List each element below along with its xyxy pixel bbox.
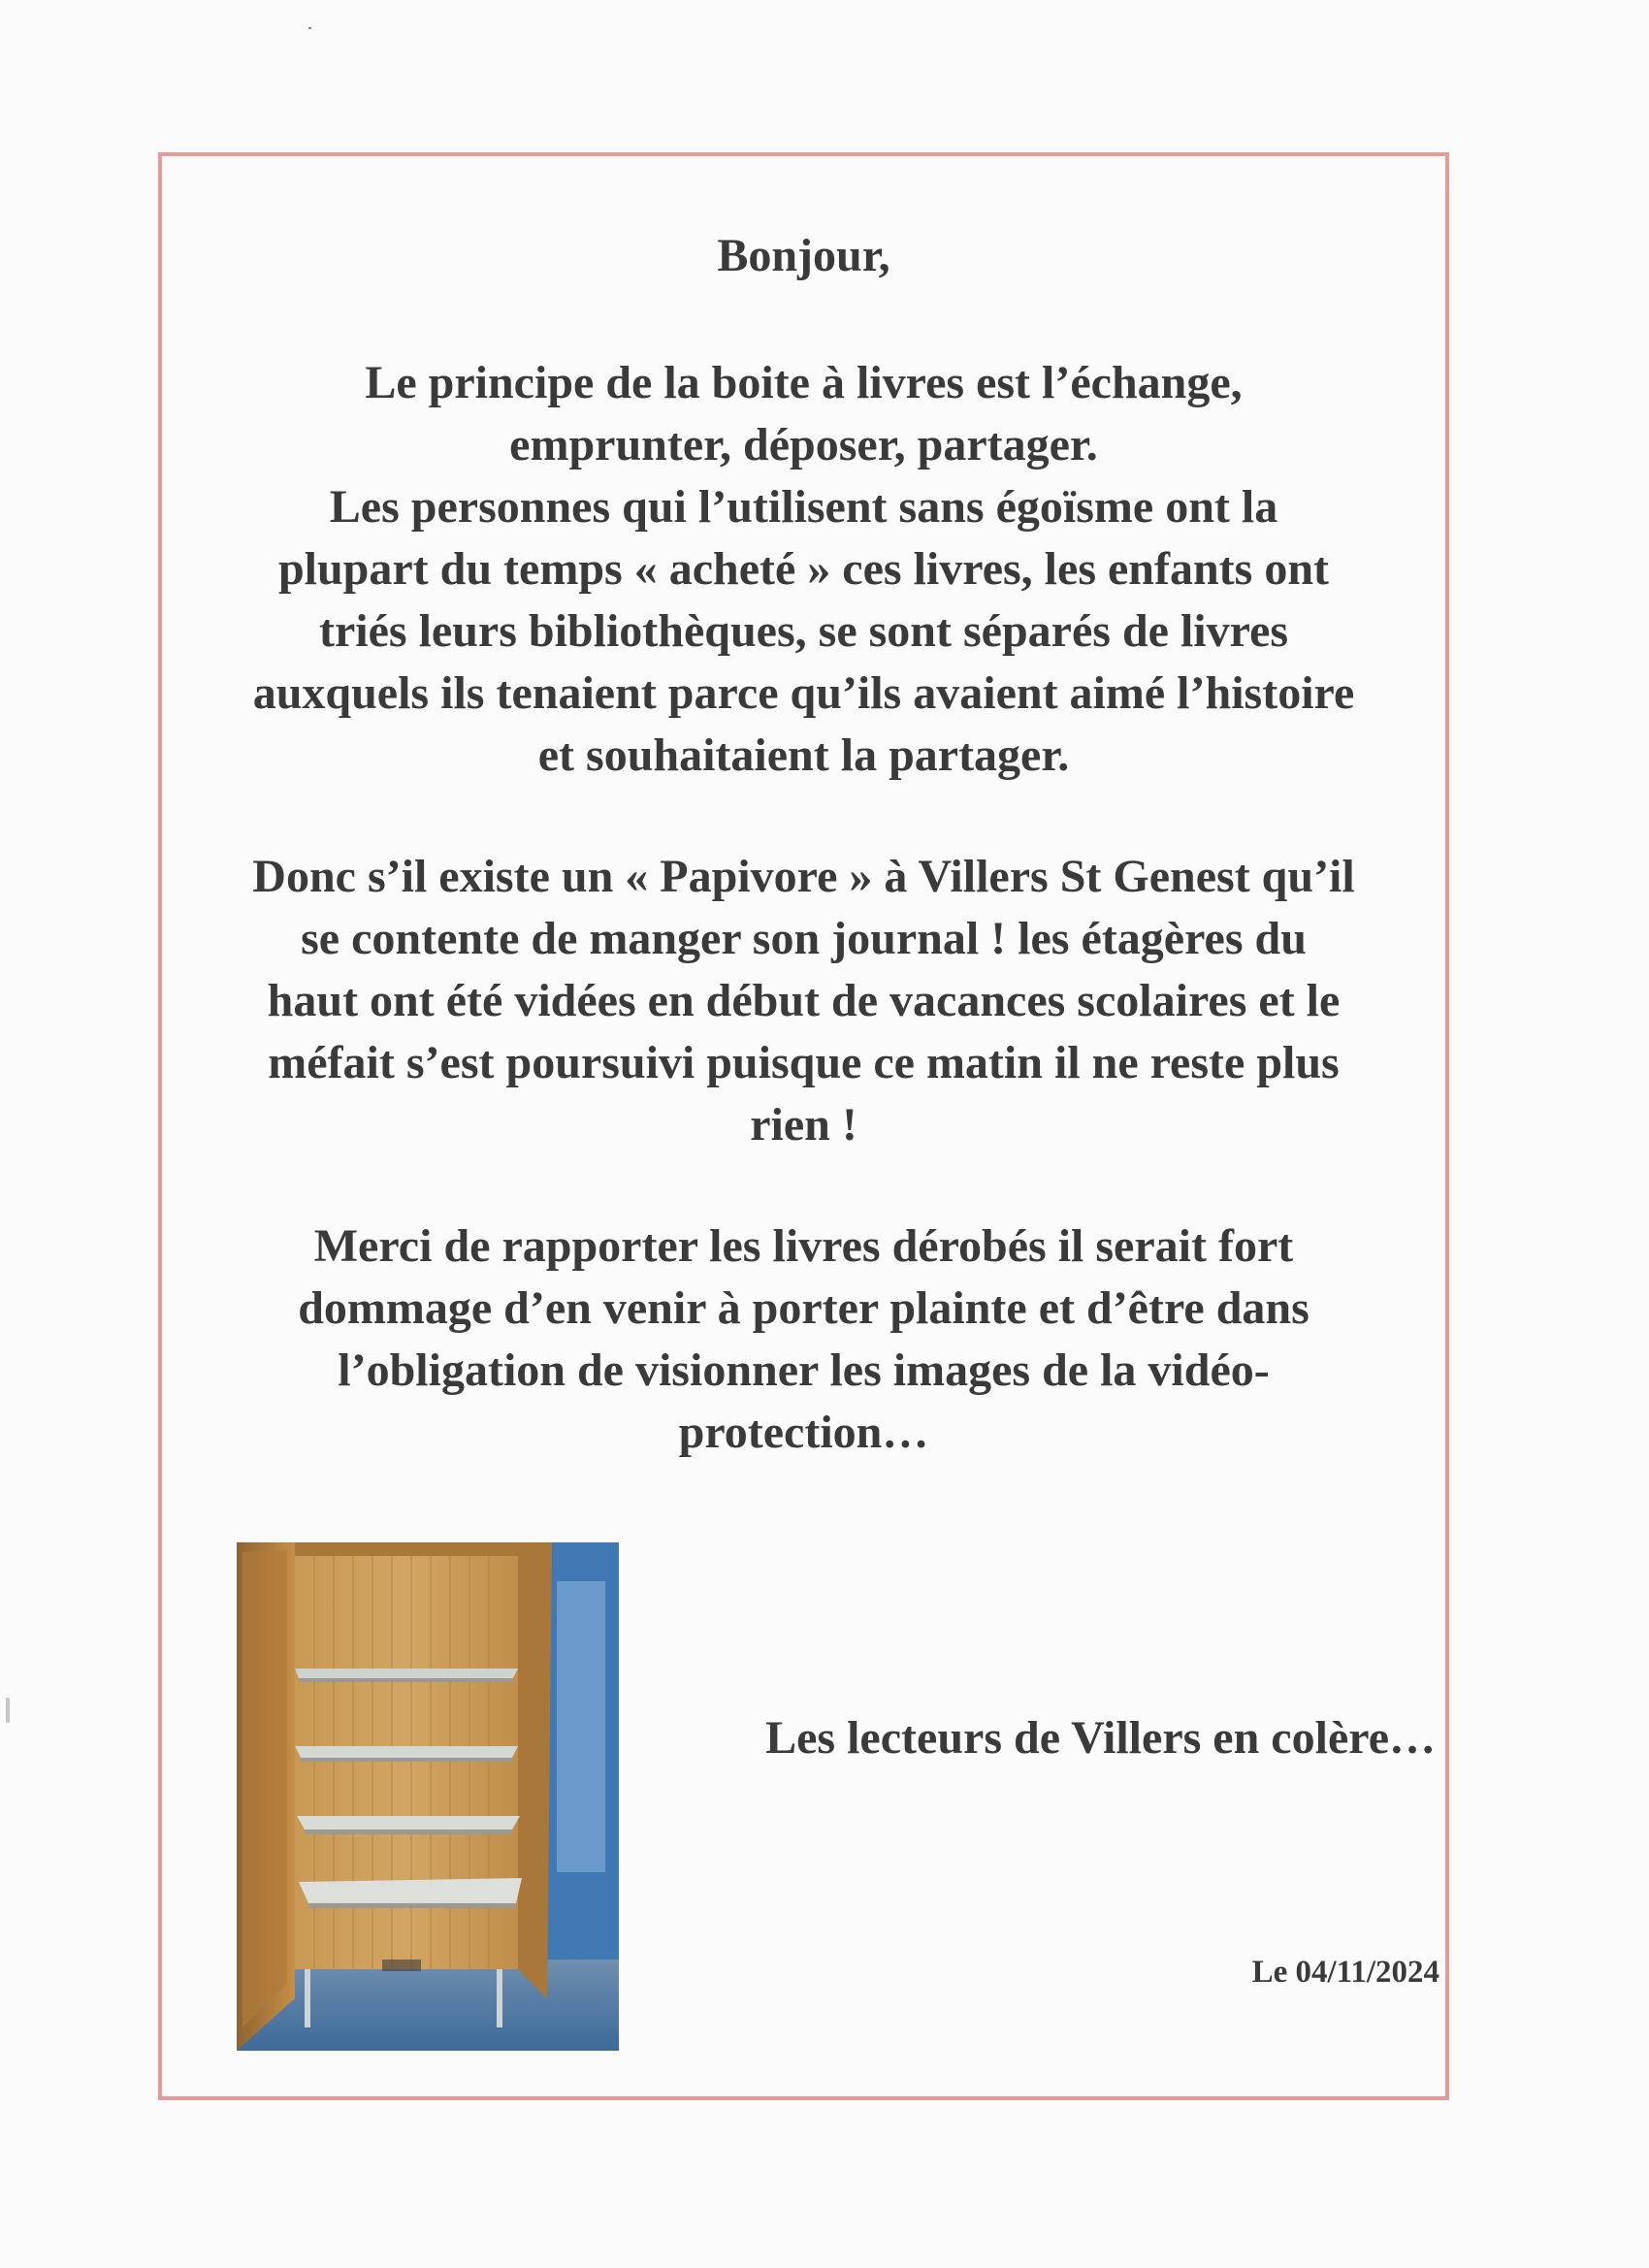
empty-bookcase-photo [237,1542,619,2051]
text-line: Merci de rapporter les livres dérobés il serait fort [313,1220,1294,1272]
text-line: et souhaitaient la partager. [537,729,1070,781]
text-line: Le principe de la boite à livres est l’échange, [365,357,1243,408]
greeting-line: Bonjour, [717,230,890,281]
paragraph-principle [163,352,1444,787]
text-line: méfait s’est poursuivi puisque ce matin il ne reste plus [268,1037,1340,1088]
text-line: plupart du temps « acheté » ces livres, les enfants ont [277,543,1330,595]
date: Le 04/11/2024 [1251,1955,1439,1990]
text-line: triés leurs bibliothèques, se sont séparés de livres [318,605,1289,657]
text-line: rien ! [750,1099,857,1150]
text-line: se contente de manger son journal ! les étagères du [301,913,1307,964]
greeting [163,225,1444,287]
scan-speck [308,27,311,29]
signature: Les lecteurs de Villers en colère… [765,1712,1436,1764]
text-line: dommage d’en venir à porter plainte et d’être dans [298,1282,1310,1334]
text-line: Donc s’il existe un « Papivore » à Villers St Genest qu’il [252,851,1355,902]
paragraph-papivore [163,846,1444,1156]
text-line: protection… [678,1407,929,1458]
text-line: emprunter, déposer, partager. [509,419,1098,470]
text-line: l’obligation de visionner les images de la vidéo- [338,1345,1270,1396]
text-line: auxquels ils tenaient parce qu’ils avaient aimé l’histoire [252,667,1355,719]
paragraph-request [163,1215,1444,1464]
text-line: Les personnes qui l’utilisent sans égoïsme ont la [329,481,1278,533]
scan-speck [6,1698,10,1723]
text-line: haut ont été vidées en début de vacances scolaires et le [267,975,1341,1026]
